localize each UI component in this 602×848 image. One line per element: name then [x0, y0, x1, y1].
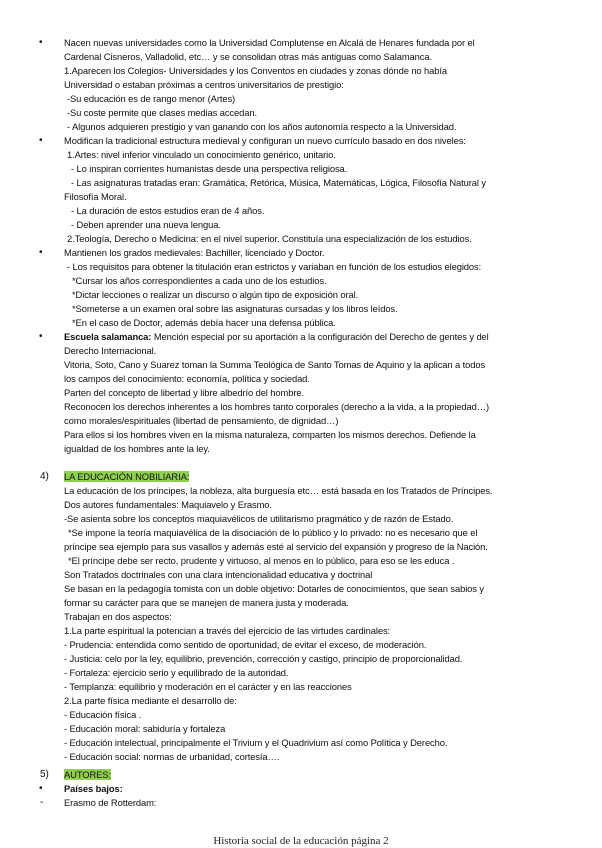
text-line: *Dictar lecciones o realizar un discurso o algún tipo de exposición oral.: [72, 289, 359, 300]
text-line: -Su coste permite que clases medias accedan.: [67, 107, 257, 118]
text-line: Nacen nuevas universidades como la Universidad Complutense en Alcalá de Henares fundada por el: [64, 37, 475, 48]
page-footer: Historia social de la educación página 2: [213, 835, 389, 847]
text-line: 1.La parte espiritual la potencian a través del ejercicio de las virtudes cardinales:: [64, 625, 391, 636]
text-line: Modifican la tradicional estructura medieval y configuran un nuevo currículo basado en dos niveles:: [64, 135, 466, 146]
text-line: Se basan en la pedagogía tomista con un doble objetivo: Dotarles de conocimientos, que sean sabios y: [64, 583, 484, 594]
text-line: -Se asienta sobre los conceptos maquiavélicos de utilitarismo pragmático y de razón de Estado.: [64, 513, 454, 524]
section-heading: [64, 768, 111, 782]
text-line: - Educación física .: [64, 709, 142, 720]
text-line: La educación de los príncipes, la nobleza, alta burguesía etc… está basada en los Tratados de Príncipes.: [64, 485, 493, 496]
text-line: - Deben aprender una nueva lengua.: [71, 219, 221, 230]
text-line: Son Tratados doctrinales con una clara intencionalidad educativa y doctrinal: [64, 569, 373, 580]
text-line: igualdad de los hombres ante la ley.: [64, 443, 210, 454]
text-line: Países bajos:: [64, 783, 123, 794]
text-line: - La duración de estos estudios eran de 4 años.: [71, 205, 265, 216]
text-line: Dos autores fundamentales: Maquiavelo y Erasmo.: [64, 499, 272, 510]
bullet-marker: •: [39, 331, 43, 342]
section-title-highlight: AUTORES:: [64, 769, 111, 780]
section-heading: [64, 470, 189, 484]
bullet-marker: •: [39, 783, 43, 794]
text-line: los campos del conocimiento: economía, política y sociedad.: [64, 373, 310, 384]
text-line: *En el caso de Doctor, además debía hacer una defensa pública.: [72, 317, 336, 328]
dash-marker: -: [40, 797, 44, 808]
text-line: *Cursar los años correspondientes a cada uno de los estudios.: [72, 275, 327, 286]
text-line: príncipe sea ejemplo para sus vasallos y además esté al servicio del expansión y progreso de la Nación.: [64, 541, 488, 552]
text-line: Vitoria, Soto, Cano y Suarez toman la Summa Teológica de Santo Tomas de Aquino y la aplican a todos: [64, 359, 486, 370]
text-line: Filosofía Moral.: [64, 191, 127, 202]
text-line: Erasmo de Rotterdam:: [64, 797, 157, 808]
text-line: - Los requisitos para obtener la titulación eran estrictos y variaban en función de los estudios elegidos:: [67, 261, 482, 272]
bullet-marker: •: [39, 135, 43, 146]
text-line: Derecho Internacional.: [64, 345, 157, 356]
text-line: 2.Teología, Derecho o Medicina: en el nivel superior. Constituía una especialización de los estudios.: [67, 233, 472, 244]
text-line: formar su carácter para que se manejen de manera justa y moderada.: [64, 597, 349, 608]
text-line: - Educación moral: sabiduría y fortaleza: [64, 723, 226, 734]
text-line: Reconocen los derechos inherentes a los hombres tanto corporales (derecho a la vida, a la propiedad…): [64, 401, 490, 412]
text-line: Cardenal Cisneros, Valladolid, etc… y se consolidan otras más antiguas como Salamanca.: [64, 51, 432, 62]
text-line: - Fortaleza: ejercicio serio y equilibrado de la autoridad.: [64, 667, 289, 678]
text-line: - Templanza: equilibrio y moderación en el carácter y en las reacciones: [64, 681, 352, 692]
section-number: 5): [40, 769, 49, 780]
bullet-marker: •: [39, 37, 43, 48]
text-line: 2.La parte física mediante el desarrollo de:: [64, 695, 237, 706]
text-line: 1.Aparecen los Colegios- Universidades y los Conventos en ciudades y zonas dónde no había: [64, 65, 448, 76]
section-number: 4): [40, 471, 49, 482]
text-line: 1.Artes: nivel inferior vinculado un conocimiento genérico, unitario.: [67, 149, 336, 160]
text-line: - Educación social: normas de urbanidad, cortesía….: [64, 751, 280, 762]
text-line: - Educación intelectual, principalmente el Trivium y el Quadrivium así como Política y Derecho.: [64, 737, 448, 748]
text-line: Mantienen los grados medievales: Bachiller, licenciado y Doctor.: [64, 247, 325, 258]
text-line: *El príncipe debe ser recto, prudente y virtuoso, al menos en lo público, para eso se les educa .: [68, 555, 455, 566]
text-line: *Se impone la teoría maquiavélica de la disociación de lo público y lo privado: no es necesario que el: [68, 527, 478, 538]
text-line: Universidad o estaban próximas a centros universitarios de prestigio:: [64, 79, 344, 90]
text-line: como morales/espirituales (libertad de pensamiento, de dignidad…): [64, 415, 339, 426]
text-line: - Justicia: celo por la ley, equilibrio, prevención, corrección y castigo, principio de proporcionalidad.: [64, 653, 463, 664]
text-line: -Su educación es de rango menor (Artes): [67, 93, 236, 104]
text-line: Para ellos si los hombres viven en la misma naturaleza, comparten los mismos derechos. Defiende la: [64, 429, 476, 440]
text-line: [64, 330, 489, 344]
text-line: *Someterse a un examen oral sobre las asignaturas cursadas y los libros leídos.: [72, 303, 398, 314]
text-span: Mención especial por su aportación a la configuración del Derecho de gentes y del: [151, 331, 489, 342]
section-title-highlight: LA EDUCACIÓN NOBILIARIA:: [64, 471, 190, 482]
bullet-marker: •: [39, 247, 43, 258]
text-line: - Lo inspiran corrientes humanistas desde una perspectiva religiosa.: [71, 163, 348, 174]
text-line: - Algunos adquieren prestigio y van ganando con los años autonomía respecto a la Universidad.: [67, 121, 457, 132]
escuela-salamanca-label: Escuela salamanca:: [64, 331, 152, 342]
text-line: - Las asignaturas tratadas eran: Gramática, Retórica, Música, Matemáticas, Lógica, Filosofía Natural y: [71, 177, 486, 188]
text-line: Trabajan en dos aspectos:: [64, 611, 172, 622]
text-line: Parten del concepto de libertad y libre albedrío del hombre.: [64, 387, 304, 398]
text-line: - Prudencia: entendida como sentido de oportunidad, de evitar el exceso, de moderación.: [64, 639, 427, 650]
